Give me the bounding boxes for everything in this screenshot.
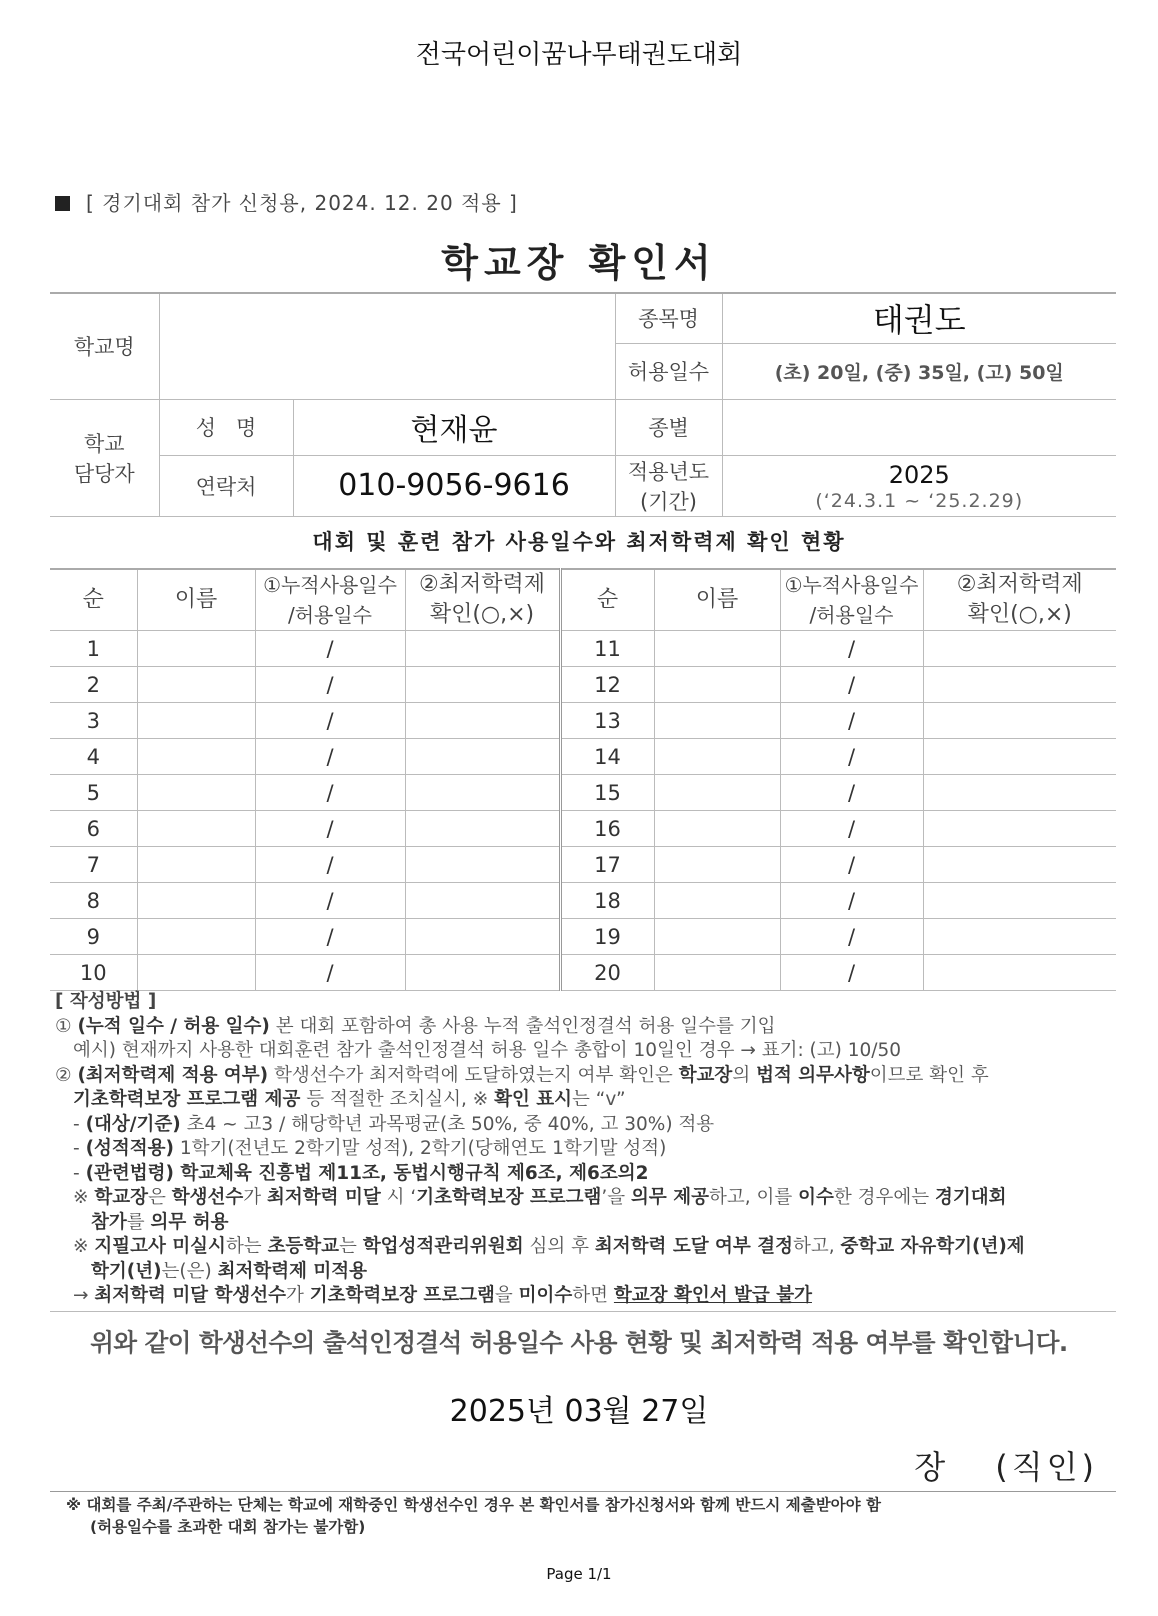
table-row <box>50 703 1116 739</box>
note-bullet-grades: - (성적적용) 1학기(전년도 2학기말 성적), 2학기(당해연도 1학기말 성적) <box>73 1138 667 1159</box>
note-bullet-target: - (대상/기준) 초4 ~ 고3 / 해당학년 과목평균(초 50%, 중 40%, 고 30%) 적용 <box>73 1113 715 1135</box>
name-cell[interactable] <box>137 775 255 811</box>
days-cell[interactable]: / <box>255 631 405 667</box>
name-cell[interactable] <box>137 955 255 991</box>
row-number: 18 <box>560 883 654 919</box>
check-cell[interactable] <box>405 667 560 703</box>
check-cell[interactable] <box>923 883 1116 919</box>
divider <box>50 1311 1116 1312</box>
note-remark-1-cont: 참가를 의무 허용 <box>91 1211 229 1233</box>
school-name-label: 학교명 <box>50 293 159 399</box>
check-cell[interactable] <box>405 883 560 919</box>
row-number: 9 <box>50 919 137 955</box>
footer-divider <box>50 1491 1116 1492</box>
col-header-days-line1: ①누적사용일수 <box>784 573 919 597</box>
name-cell[interactable] <box>654 955 780 991</box>
name-cell[interactable] <box>137 703 255 739</box>
col-header-days <box>255 569 405 631</box>
allowed-days-label: 허용일수 <box>615 343 722 399</box>
confirmation-statement: 위와 같이 학생선수의 출석인정결석 허용일수 사용 현황 및 최저학력 적용 여부를 확인합니다. <box>90 1328 1068 1357</box>
name-cell[interactable] <box>137 847 255 883</box>
staff-label <box>50 399 159 516</box>
row-number: 6 <box>50 811 137 847</box>
name-label: 성 명 <box>159 399 293 455</box>
check-cell[interactable] <box>405 703 560 739</box>
square-bullet-icon <box>55 196 70 211</box>
days-cell[interactable]: / <box>255 703 405 739</box>
name-cell[interactable] <box>137 883 255 919</box>
row-number: 20 <box>560 955 654 991</box>
instructions-heading: [ 작성방법 ] <box>55 991 157 1012</box>
days-cell[interactable]: / <box>780 631 923 667</box>
days-cell[interactable]: / <box>780 883 923 919</box>
table-row <box>50 955 1116 991</box>
note-bullet-law: - (관련법령) 학교체육 진흥법 제11조, 동법시행규칙 제6조, 제6조의2 <box>73 1162 649 1184</box>
col-header-check-line1: ②최저학력제 <box>956 572 1083 597</box>
name-cell[interactable] <box>654 919 780 955</box>
note-remark-1: ※ 학교장은 학생선수가 최저학력 미달 시 ‘기초학력보장 프로그램’을 의무 제공하고, 이를 이수한 경우에는 경기대회 <box>73 1187 1007 1208</box>
check-cell[interactable] <box>923 739 1116 775</box>
check-cell[interactable] <box>923 955 1116 991</box>
year-cell <box>722 455 1116 516</box>
days-cell[interactable]: / <box>780 955 923 991</box>
category-field[interactable] <box>722 399 1116 455</box>
year-label-line1: 적용년도 <box>627 459 710 484</box>
footnote-line2: (허용일수를 초과한 대회 참가는 불가함) <box>90 1518 366 1536</box>
category-label: 종별 <box>615 399 722 455</box>
footnote <box>66 1494 1116 1538</box>
col-header-name: 이름 <box>137 569 255 631</box>
row-number: 1 <box>50 631 137 667</box>
document-title: 학교장 확인서 <box>441 241 717 285</box>
table-row <box>50 739 1116 775</box>
footnote-line1: ※ 대회를 주최/주관하는 단체는 학교에 재학중인 학생선수인 경우 본 확인서를 참가신청서와 함께 반드시 제출받아야 함 <box>66 1496 881 1514</box>
col-header-days-line1: ①누적사용일수 <box>263 573 397 597</box>
col-header-check-line2: 확인(○,×) <box>967 602 1072 627</box>
row-number: 10 <box>50 955 137 991</box>
note-2: ② (최저학력제 적용 여부) 학생선수가 최저학력에 도달하였는지 여부 확인은 학교장의 법적 의무사항이므로 확인 후 <box>55 1064 989 1086</box>
check-cell[interactable] <box>405 811 560 847</box>
row-number: 11 <box>560 631 654 667</box>
days-cell[interactable]: / <box>255 955 405 991</box>
name-cell[interactable] <box>137 667 255 703</box>
check-cell[interactable] <box>405 847 560 883</box>
col-header-check <box>923 569 1116 631</box>
name-value[interactable]: 현재윤 <box>293 399 615 455</box>
check-cell[interactable] <box>923 919 1116 955</box>
roster-body <box>50 631 1116 991</box>
seal-label: 장 <box>914 1448 946 1486</box>
row-number: 2 <box>50 667 137 703</box>
row-number: 12 <box>560 667 654 703</box>
col-header-no: 순 <box>560 569 654 631</box>
staff-label-line2: 담당자 <box>73 461 135 486</box>
note-2-cont: 기초학력보장 프로그램 제공 등 적절한 조치실시, ※ 확인 표시는 “v” <box>73 1089 626 1110</box>
row-number: 17 <box>560 847 654 883</box>
name-cell[interactable] <box>654 631 780 667</box>
name-cell[interactable] <box>654 667 780 703</box>
section-title: 대회 및 훈련 참가 사용일수와 최저학력제 확인 현황 <box>312 530 846 554</box>
name-cell[interactable] <box>654 739 780 775</box>
period-value: (‘24.3.1 ~ ‘25.2.29) <box>815 489 1024 512</box>
check-cell[interactable] <box>405 775 560 811</box>
note-arrow: → 최저학력 미달 학생선수가 기초학력보장 프로그램을 미이수하면 학교장 확인서 발급 불가 <box>73 1285 812 1306</box>
seal-stamp: (직인) <box>995 1448 1098 1486</box>
name-cell[interactable] <box>137 811 255 847</box>
check-cell[interactable] <box>923 811 1116 847</box>
row-number: 14 <box>560 739 654 775</box>
check-cell[interactable] <box>923 847 1116 883</box>
check-cell[interactable] <box>923 703 1116 739</box>
page-number: Page 1/1 <box>546 1565 612 1583</box>
days-cell[interactable]: / <box>255 739 405 775</box>
check-cell[interactable] <box>923 631 1116 667</box>
row-number: 19 <box>560 919 654 955</box>
name-cell[interactable] <box>654 883 780 919</box>
form-tag <box>55 187 518 216</box>
days-cell[interactable]: / <box>255 847 405 883</box>
days-cell[interactable]: / <box>255 811 405 847</box>
days-cell[interactable]: / <box>780 667 923 703</box>
row-number: 5 <box>50 775 137 811</box>
contact-value[interactable]: 010-9056-9616 <box>293 455 615 516</box>
days-cell[interactable]: / <box>255 667 405 703</box>
days-cell[interactable]: / <box>780 775 923 811</box>
check-cell[interactable] <box>923 667 1116 703</box>
days-cell[interactable]: / <box>780 703 923 739</box>
row-number: 13 <box>560 703 654 739</box>
col-header-days <box>780 569 923 631</box>
row-number: 16 <box>560 811 654 847</box>
table-row <box>50 847 1116 883</box>
days-cell[interactable]: / <box>780 811 923 847</box>
allowed-days-value: (초) 20일, (중) 35일, (고) 50일 <box>722 343 1116 399</box>
days-cell[interactable]: / <box>255 775 405 811</box>
contact-label: 연락처 <box>159 455 293 516</box>
name-cell[interactable] <box>654 703 780 739</box>
note-remark-2: ※ 지필고사 미실시하는 초등학교는 학업성적관리위원회 심의 후 최저학력 도달 여부 결정하고, 중학교 자유학기(년)제 <box>73 1236 1025 1257</box>
table-row <box>50 811 1116 847</box>
event-label: 종목명 <box>615 293 722 343</box>
table-row <box>50 775 1116 811</box>
col-header-check <box>405 569 560 631</box>
note-remark-2-cont: 학기(년)는(은) 최저학력제 미적용 <box>91 1260 368 1282</box>
row-number: 7 <box>50 847 137 883</box>
note-1: ① (누적 일수 / 허용 일수) 본 대회 포함하여 총 사용 누적 출석인정결석 허용 일수를 기입 <box>55 1015 776 1037</box>
name-cell[interactable] <box>137 739 255 775</box>
name-cell[interactable] <box>137 919 255 955</box>
year-label-line2: (기간) <box>640 489 697 514</box>
col-header-name: 이름 <box>654 569 780 631</box>
row-number: 15 <box>560 775 654 811</box>
col-header-check-line2: 확인(○,×) <box>429 602 535 627</box>
note-1-example: 예시) 현재까지 사용한 대회훈련 참가 출석인정결석 허용 일수 총합이 10일인 경우 → 표기: (고) 10/50 <box>73 1040 902 1061</box>
table-row <box>50 883 1116 919</box>
table-row <box>50 667 1116 703</box>
table-row <box>50 631 1116 667</box>
check-cell[interactable] <box>405 919 560 955</box>
table-row <box>50 919 1116 955</box>
name-cell[interactable] <box>654 775 780 811</box>
year-label <box>615 455 722 516</box>
row-number: 8 <box>50 883 137 919</box>
name-cell[interactable] <box>654 847 780 883</box>
col-header-days-line2: /허용일수 <box>287 603 373 627</box>
days-cell[interactable]: / <box>780 919 923 955</box>
check-cell[interactable] <box>405 955 560 991</box>
school-name-field[interactable] <box>159 293 615 399</box>
roster-table <box>50 568 1116 991</box>
days-cell[interactable]: / <box>780 739 923 775</box>
days-cell[interactable]: / <box>255 883 405 919</box>
check-cell[interactable] <box>405 739 560 775</box>
form-tag-text: [ 경기대회 참가 신청용, 2024. 12. 20 적용 ] <box>86 191 518 215</box>
instructions <box>55 990 1115 1309</box>
name-cell[interactable] <box>137 631 255 667</box>
name-cell[interactable] <box>654 811 780 847</box>
principal-seal-line <box>0 1442 1098 1488</box>
row-number: 4 <box>50 739 137 775</box>
col-header-days-line2: /허용일수 <box>809 603 894 627</box>
year-value: 2025 <box>888 460 950 489</box>
check-cell[interactable] <box>923 775 1116 811</box>
page-header-title: 전국어린이꿈나무태권도대회 <box>415 40 743 70</box>
days-cell[interactable]: / <box>255 919 405 955</box>
check-cell[interactable] <box>405 631 560 667</box>
days-cell[interactable]: / <box>780 847 923 883</box>
issue-date: 2025년 03월 27일 <box>449 1394 709 1429</box>
school-info-table <box>50 292 1116 517</box>
col-header-check-line1: ②최저학력제 <box>419 572 545 597</box>
row-number: 3 <box>50 703 137 739</box>
col-header-no: 순 <box>50 569 137 631</box>
staff-label-line1: 학교 <box>83 431 125 456</box>
event-value: 태권도 <box>722 293 1116 343</box>
